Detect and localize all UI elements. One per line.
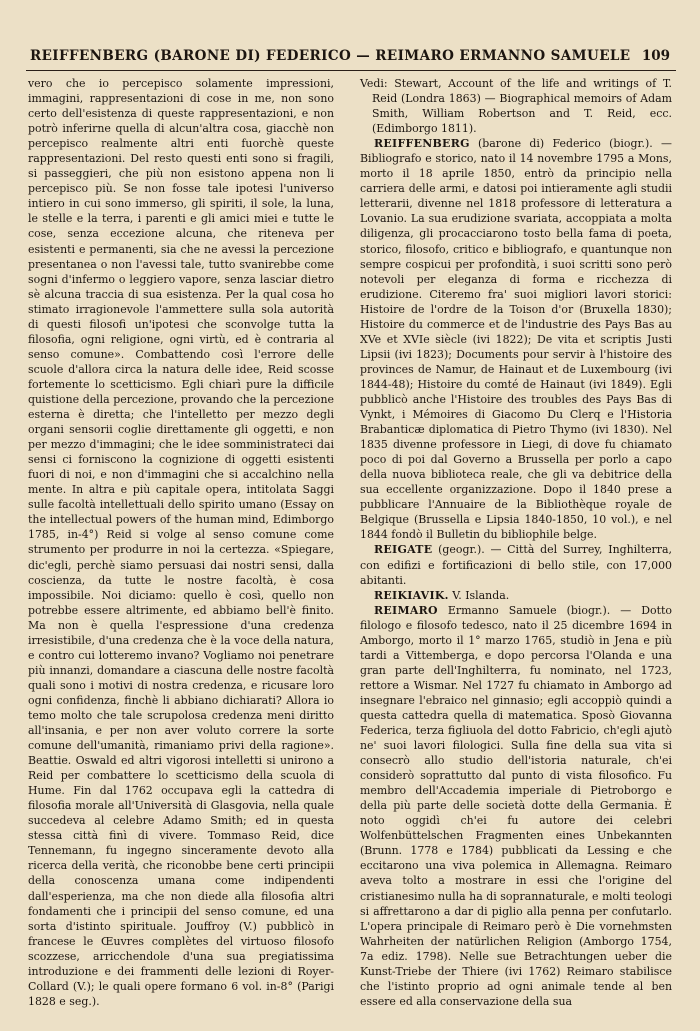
entry-reikiavik-text: V. Islanda. (448, 588, 510, 602)
entry-reikiavik (360, 588, 672, 603)
page-number: 109 (641, 48, 670, 64)
entry-reimaro (360, 603, 672, 1009)
entry-reimaro-text: Ermanno Samuele (biogr.). — Dotto filologo e filosofo tedesco, nato il 25 dicembre 1694 in Amborgo, morto il 1° marzo 1765, studiò in Jena e più tardi a Vittemberga, e dopo percorsa l'Olanda e una gran parte dell'Inghilterra, fu nominato, nel 1723, rettore a Wismar. Nel 1727 fu chiamato in Amborgo ad insegnare l'ebraico nel ginnasio; egli accoppiò quindi a questa cattedra quella di matematica. Sposò Giovanna Federica, terza figliuola del dotto Fabricio, ch'egli ajutò ne' suoi lavori filologici. Sulla fine della sua vita si consecrò allo studio dell'istoria naturale, ch'ei considerò soprattutto dal punto di vista filosofico. Fu membro dell'Accademia imperiale di Pietroborgo e della più parte delle società dotte della Germania. È noto oggidì ch'ei fu autore dei celebri Wolfenbüttelschen Fragmenten eines Unbekannten (Brunn. 1778 e 1784) pubblicati da Lessing e che eccitarono una viva polemica in Allemagna. Reimaro aveva tolto a mostrare in essi che l'origine del cristianesimo nulla ha di soprannaturale, e molti teologi si affrettarono a dar di piglio alla penna per confutarlo. L'opera principale di Reimaro però è Die vornehmsten Wahrheiten der natürlichen Religion (Amborgo 1754, 7a ediz. 1798). Nelle sue Betrachtungen ueber die Kunst-Triebe der Thiere (ivi 1762) Reimaro stabilisce che l'istinto proprio ad ogni animale tende al ben essere ed alla conservazione della sua (360, 603, 672, 1008)
entry-reiffenberg-text: (barone di) Federico (biogr.). — Bibliografo e storico, nato il 14 novembre 1795 a Mons, morto il 18 aprile 1850, entrò da principio nella carriera delle armi, e datosi poi intieramente agli studii letterarii, divenne nel 1818 professore di letteratura a Lovanio. La sua erudizione svariata, accoppiata a molta diligenza, gli procacciarono tosto bella fama di poeta, storico, filosofo, critico e bibliografo, e quantunque non sempre cospicui per profondità, i suoi scritti sono però notevoli per eleganza di forma e ricchezza di erudizione. Citeremo fra' suoi migliori lavori storici: Histoire de l'ordre de la Toison d'or (Bruxella 1830); Histoire du commerce et de l'industrie des Pays Bas au XVe et XVIe siècle (ivi 1822); De vita et scriptis Justi Lipsii (ivi 1823); Documents pour servir à l'histoire des provinces de Namur, de Hainaut et de Luxembourg (ivi 1844-48); Histoire du comté de Hainaut (ivi 1849). Egli pubblicò anche l'Histoire des troubles des Pays Bas di Vynkt, i Mémoires di Giacomo Du Clerq e l'Historia Brabanticæ diplomatica di Pietro Thymo (ivi 1830). Nel 1835 divenne professore in Liegi, di dove fu chiamato poco di poi dal Governo a Brussella per porlo a capo della nuova biblioteca reale, che gli va debitrice della sua eccellente organizzazione. Dopo il 1840 prese a pubblicare l'Annuaire de la Bibliothèque royale de Belgique (Brussella e Lipsia 1840-1850, 10 vol.), e nel 1844 fondò il Bulletin du bibliophile belge. (360, 137, 672, 542)
reid-entry-continuation: vero che io percepisco solamente impressioni, immagini, rappresentazioni di cose in me, non sono certo dell'esistenza di queste rappresentazioni, e non potrò inferirne quella di alcun'altra cosa, giacchè non percepisco realmente altri enti fuorchè queste rappresentazioni. Del resto questi enti sono si fragili, si passeggieri, che più non esistono appena non li percepisco più. Se non fosse tale ipotesi l'universo intiero in cui sono immerso, gli spiriti, il sole, la luna, le stelle e la terra, i parenti e gli amici miei e tutte le cose, senza eccezione alcuna, che riteneva per esistenti e permanenti, sia che ne avessi la percezione presentanea o non l'avessi tale, tutto svanirebbe come sogni d'infermo o leggiero vapore, senza lasciar dietro sè alcuna traccia di sua esistenza. Per la qual cosa ho stimato irragionevole l'ammettere sulla sola autorità di questi filosofi un'ipotesi che sconvolge tutta la filosofia, ogni religione, ogni virtù, ed è contraria al senso comune». Combattendo così l'errore delle scuole d'allora circa la natura delle idee, Reid scosse fortemente lo scetticismo. Egli chiarì pure la difficile quistione della percezione, provando che la percezione esterna è diretta; che l'intelletto per mezzo degli organi sensorii coglie direttamente gli oggetti, e non per mezzo d'immagini; che le idee somministrateci dai sensi ci forniscono la cognizione di oggetti esistenti fuori di noi, e non d'immagini che si accalchino nella mente. In altra e più capitale opera, intitolata Saggi sulle facoltà intellettuali dello spirito umano (Essay on the intellectual powers of the human mind, Edimborgo 1785, in-4°) Reid si volge al senso comune come strumento per produrre in noi la certezza. «Spiegare, dic'egli, perchè siamo persuasi dai nostri sensi, dalla coscienza, da tutte le nostre facoltà, è cosa impossibile. Noi diciamo: quello è così, quello non potrebbe essere altrimente, ed abbiamo bell'è finito. Ma non è quella l'espressione d'una credenza irresistibile, d'una credenza che è la voce della natura, e contro cui lotteremo invano? Vogliamo noi penetrare più innanzi, domandare a ciascuna delle nostre facoltà quali sono i motivi di nostra credenza, e ricusare loro ogni confidenza, finchè li abbiano dichiarati? Allora io temo molto che tale scrupolosa credenza meni diritto all'insania, e per non aver voluto correre la sorte comune dell'umanità, rimaniamo privi della ragione». Beattie. Oswald ed altri vigorosi intelletti si unirono a Reid per combattere lo scetticismo della scuola di Hume. Fin dal 1762 occupava egli la cattedra di filosofia morale all'Università di Glasgovia, nella quale succedeva al celebre Adamo Smith; ed in questa stessa città finì di vivere. Tommaso Reid, dice Tennemann, fu ingegno sinceramente devoto alla ricerca della verità, che riconobbe bene certi principii della conoscenza umana come indipendenti dall'esperienza, ma che non diede alla filosofia altri fondamenti che i principii del senso comune, ed una sorta d'istinto spirituale. Jouffroy (V.) pubblicò in francese le Œuvres complètes del virtuoso filosofo scozzese, arricchendole d'una sua pregiatissima introduzione e dei frammenti delle lezioni di Royer-Collard (V.); le quali opere formano 6 vol. in-8° (Parigi 1828 e seg.). (28, 77, 334, 1008)
running-header (30, 48, 670, 70)
headword-reikiavik: REIKIAVIK. (374, 588, 449, 602)
left-column (28, 76, 334, 1009)
running-title: REIFFENBERG (BARONE DI) FEDERICO — REIMARO ERMANNO SAMUELE (30, 48, 631, 64)
right-column (360, 76, 672, 1009)
headword-reiffenberg: REIFFENBERG (374, 137, 470, 151)
reid-references: Vedi: Stewart, Account of the life and writings of T. Reid (Londra 1863) — Biographical memoirs of Adam Smith, William Robertson and T. Reid, ecc. (Edimborgo 1811). (360, 77, 672, 136)
entry-reigate-text: (geogr.). — Città del Surrey, Inghilterra, con edifizi e fortificazioni di bello stile, con 17,000 abitanti. (360, 543, 672, 587)
headword-reimaro: REIMARO (374, 603, 438, 617)
header-rule (26, 70, 676, 71)
entry-reigate (360, 542, 672, 587)
entry-reiffenberg (360, 136, 672, 542)
headword-reigate: REIGATE (374, 543, 433, 557)
